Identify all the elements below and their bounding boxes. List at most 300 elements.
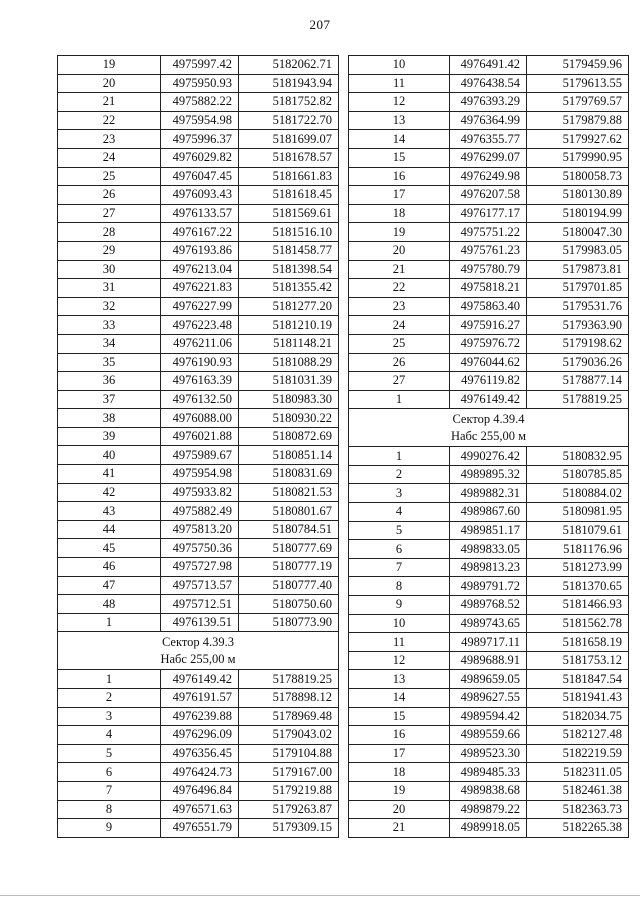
coordinates-table-right: [348, 55, 629, 838]
table-row: [58, 539, 339, 558]
point-number-cell: 14: [349, 689, 450, 708]
x-coordinate-cell: 4989895.32: [450, 465, 527, 484]
table-row: [349, 689, 629, 708]
table-row: [58, 74, 339, 93]
point-number-cell: 3: [349, 484, 450, 503]
x-coordinate-cell: 4975818.21: [450, 279, 527, 298]
table-row: [349, 744, 629, 763]
sector-title: Сектор 4.39.3: [161, 634, 235, 649]
y-coordinate-cell: 5178819.25: [239, 670, 339, 689]
x-coordinate-cell: 4975933.82: [161, 483, 239, 502]
x-coordinate-cell: 4976133.57: [161, 204, 239, 223]
x-coordinate-cell: 4975954.98: [161, 111, 239, 130]
x-coordinate-cell: 4976167.22: [161, 223, 239, 242]
y-coordinate-cell: 5182219.59: [527, 744, 629, 763]
point-number-cell: 7: [58, 781, 161, 800]
point-number-cell: 13: [349, 670, 450, 689]
table-row: [58, 223, 339, 242]
point-number-cell: 17: [349, 744, 450, 763]
point-number-cell: 13: [349, 111, 450, 130]
y-coordinate-cell: 5181941.43: [527, 689, 629, 708]
y-coordinate-cell: 5181847.54: [527, 670, 629, 689]
x-coordinate-cell: 4976029.82: [161, 148, 239, 167]
x-coordinate-cell: 4976149.42: [161, 670, 239, 689]
y-coordinate-cell: 5180777.40: [239, 576, 339, 595]
x-coordinate-cell: 4975780.79: [450, 260, 527, 279]
y-coordinate-cell: 5179219.88: [239, 781, 339, 800]
x-coordinate-cell: 4976438.54: [450, 74, 527, 93]
y-coordinate-cell: 5181618.45: [239, 186, 339, 205]
point-number-cell: 31: [58, 279, 161, 298]
table-row: [349, 540, 629, 559]
x-coordinate-cell: 4976047.45: [161, 167, 239, 186]
point-number-cell: 22: [58, 111, 161, 130]
y-coordinate-cell: 5181569.61: [239, 204, 339, 223]
y-coordinate-cell: 5180831.69: [239, 465, 339, 484]
y-coordinate-cell: 5179036.26: [527, 353, 629, 372]
x-coordinate-cell: 4989627.55: [450, 689, 527, 708]
point-number-cell: 2: [58, 689, 161, 708]
point-number-cell: 10: [349, 56, 450, 75]
point-number-cell: 21: [349, 260, 450, 279]
table-row: [58, 558, 339, 577]
y-coordinate-cell: 5182461.38: [527, 781, 629, 800]
y-coordinate-cell: 5179990.95: [527, 148, 629, 167]
y-coordinate-cell: 5179613.55: [527, 74, 629, 93]
point-number-cell: 33: [58, 316, 161, 335]
point-number-cell: 23: [349, 297, 450, 316]
x-coordinate-cell: 4975713.57: [161, 576, 239, 595]
point-number-cell: 39: [58, 427, 161, 446]
table-row: [349, 781, 629, 800]
point-number-cell: 26: [58, 186, 161, 205]
point-number-cell: 47: [58, 576, 161, 595]
table-row: [349, 819, 629, 838]
x-coordinate-cell: 4976356.45: [161, 744, 239, 763]
point-number-cell: 21: [58, 93, 161, 112]
point-number-cell: 1: [58, 670, 161, 689]
x-coordinate-cell: 4976177.17: [450, 204, 527, 223]
x-coordinate-cell: 4989559.66: [450, 726, 527, 745]
table-row: [349, 316, 629, 335]
point-number-cell: 7: [349, 558, 450, 577]
point-number-cell: 23: [58, 130, 161, 149]
y-coordinate-cell: 5179263.87: [239, 800, 339, 819]
table-row: [58, 260, 339, 279]
point-number-cell: 46: [58, 558, 161, 577]
x-coordinate-cell: 4989867.60: [450, 503, 527, 522]
point-number-cell: 16: [349, 167, 450, 186]
x-coordinate-cell: 4975751.22: [450, 223, 527, 242]
table-row: [58, 111, 339, 130]
point-number-cell: 34: [58, 334, 161, 353]
table-row: [58, 186, 339, 205]
x-coordinate-cell: 4976163.39: [161, 372, 239, 391]
table-row: [58, 297, 339, 316]
point-number-cell: 15: [349, 148, 450, 167]
table-row: [349, 596, 629, 615]
x-coordinate-cell: 4976424.73: [161, 763, 239, 782]
scan-edge-line: [0, 895, 640, 896]
table-row: [349, 503, 629, 522]
table-row: [58, 465, 339, 484]
y-coordinate-cell: 5180130.89: [527, 186, 629, 205]
point-number-cell: 22: [349, 279, 450, 298]
point-number-cell: 37: [58, 390, 161, 409]
y-coordinate-cell: 5179309.15: [239, 819, 339, 838]
y-coordinate-cell: 5181273.99: [527, 558, 629, 577]
point-number-cell: 1: [349, 390, 450, 409]
table-row: [349, 186, 629, 205]
y-coordinate-cell: 5181210.19: [239, 316, 339, 335]
y-coordinate-cell: 5181277.20: [239, 297, 339, 316]
y-coordinate-cell: 5179459.96: [527, 56, 629, 75]
table-row: [349, 93, 629, 112]
point-number-cell: 42: [58, 483, 161, 502]
y-coordinate-cell: 5178898.12: [239, 689, 339, 708]
table-row: [349, 558, 629, 577]
table-row: [58, 763, 339, 782]
x-coordinate-cell: 4976364.99: [450, 111, 527, 130]
table-row: [58, 93, 339, 112]
table-row: [349, 726, 629, 745]
x-coordinate-cell: 4976132.50: [161, 390, 239, 409]
y-coordinate-cell: 5181088.29: [239, 353, 339, 372]
point-number-cell: 41: [58, 465, 161, 484]
point-number-cell: 3: [58, 707, 161, 726]
y-coordinate-cell: 5180930.22: [239, 409, 339, 428]
point-number-cell: 10: [349, 614, 450, 633]
sector-header-row: [349, 409, 629, 447]
y-coordinate-cell: 5179927.62: [527, 130, 629, 149]
x-coordinate-cell: 4975950.93: [161, 74, 239, 93]
y-coordinate-cell: 5180058.73: [527, 167, 629, 186]
table-row: [58, 130, 339, 149]
x-coordinate-cell: 4976088.00: [161, 409, 239, 428]
x-coordinate-cell: 4976249.98: [450, 167, 527, 186]
coordinates-table-left: [57, 55, 339, 838]
table-row: [58, 613, 339, 632]
point-number-cell: 9: [58, 819, 161, 838]
table-row: [349, 670, 629, 689]
y-coordinate-cell: 5181678.57: [239, 148, 339, 167]
point-number-cell: 26: [349, 353, 450, 372]
point-number-cell: 43: [58, 502, 161, 521]
x-coordinate-cell: 4976193.86: [161, 241, 239, 260]
table-row: [349, 297, 629, 316]
x-coordinate-cell: 4975712.51: [161, 595, 239, 614]
y-coordinate-cell: 5180777.69: [239, 539, 339, 558]
point-number-cell: 25: [349, 334, 450, 353]
table-row: [349, 56, 629, 75]
table-row: [349, 465, 629, 484]
point-number-cell: 35: [58, 353, 161, 372]
y-coordinate-cell: 5180983.30: [239, 390, 339, 409]
table-row: [349, 260, 629, 279]
y-coordinate-cell: 5180884.02: [527, 484, 629, 503]
table-row: [58, 409, 339, 428]
point-number-cell: 18: [349, 204, 450, 223]
y-coordinate-cell: 5181516.10: [239, 223, 339, 242]
x-coordinate-cell: 4990276.42: [450, 447, 527, 466]
y-coordinate-cell: 5181079.61: [527, 521, 629, 540]
x-coordinate-cell: 4976296.09: [161, 726, 239, 745]
x-coordinate-cell: 4975750.36: [161, 539, 239, 558]
table-row: [58, 390, 339, 409]
table-row: [58, 204, 339, 223]
y-coordinate-cell: 5180750.60: [239, 595, 339, 614]
point-number-cell: 4: [58, 726, 161, 745]
x-coordinate-cell: 4976491.42: [450, 56, 527, 75]
point-number-cell: 30: [58, 260, 161, 279]
point-number-cell: 4: [349, 503, 450, 522]
table-row: [58, 148, 339, 167]
table-row: [349, 390, 629, 409]
y-coordinate-cell: 5180773.90: [239, 613, 339, 632]
y-coordinate-cell: 5180821.53: [239, 483, 339, 502]
table-row: [58, 670, 339, 689]
x-coordinate-cell: 4989594.42: [450, 707, 527, 726]
x-coordinate-cell: 4989882.31: [450, 484, 527, 503]
point-number-cell: 24: [58, 148, 161, 167]
x-coordinate-cell: 4976551.79: [161, 819, 239, 838]
point-number-cell: 27: [58, 204, 161, 223]
x-coordinate-cell: 4989743.65: [450, 614, 527, 633]
sector-height: Набс 255,00 м: [160, 651, 236, 666]
x-coordinate-cell: 4989838.68: [450, 781, 527, 800]
x-coordinate-cell: 4975761.23: [450, 241, 527, 260]
y-coordinate-cell: 5181943.94: [239, 74, 339, 93]
x-coordinate-cell: 4976044.62: [450, 353, 527, 372]
table-row: [349, 111, 629, 130]
point-number-cell: 1: [349, 447, 450, 466]
x-coordinate-cell: 4976149.42: [450, 390, 527, 409]
x-coordinate-cell: 4976207.58: [450, 186, 527, 205]
x-coordinate-cell: 4989918.05: [450, 819, 527, 838]
table-row: [349, 651, 629, 670]
x-coordinate-cell: 4989717.11: [450, 633, 527, 652]
y-coordinate-cell: 5181148.21: [239, 334, 339, 353]
table-row: [58, 483, 339, 502]
y-coordinate-cell: 5179983.05: [527, 241, 629, 260]
x-coordinate-cell: 4976221.83: [161, 279, 239, 298]
y-coordinate-cell: 5182265.38: [527, 819, 629, 838]
y-coordinate-cell: 5181752.82: [239, 93, 339, 112]
point-number-cell: 8: [349, 577, 450, 596]
x-coordinate-cell: 4976571.63: [161, 800, 239, 819]
point-number-cell: 20: [349, 800, 450, 819]
table-row: [58, 800, 339, 819]
table-row: [58, 427, 339, 446]
table-row: [58, 446, 339, 465]
point-number-cell: 21: [349, 819, 450, 838]
x-coordinate-cell: 4976119.82: [450, 372, 527, 391]
y-coordinate-cell: 5180872.69: [239, 427, 339, 446]
y-coordinate-cell: 5182127.48: [527, 726, 629, 745]
table-row: [58, 279, 339, 298]
x-coordinate-cell: 4976021.88: [161, 427, 239, 446]
x-coordinate-cell: 4975863.40: [450, 297, 527, 316]
point-number-cell: 48: [58, 595, 161, 614]
y-coordinate-cell: 5180785.85: [527, 465, 629, 484]
x-coordinate-cell: 4975989.67: [161, 446, 239, 465]
y-coordinate-cell: 5181370.65: [527, 577, 629, 596]
point-number-cell: 19: [58, 56, 161, 75]
x-coordinate-cell: 4989659.05: [450, 670, 527, 689]
point-number-cell: 28: [58, 223, 161, 242]
x-coordinate-cell: 4975976.72: [450, 334, 527, 353]
y-coordinate-cell: 5181398.54: [239, 260, 339, 279]
table-row: [349, 614, 629, 633]
x-coordinate-cell: 4976213.04: [161, 260, 239, 279]
x-coordinate-cell: 4989879.22: [450, 800, 527, 819]
point-number-cell: 19: [349, 781, 450, 800]
page-number: 207: [309, 17, 331, 32]
table-row: [58, 316, 339, 335]
point-number-cell: 19: [349, 223, 450, 242]
sector-header: [349, 409, 629, 447]
y-coordinate-cell: 5178877.14: [527, 372, 629, 391]
table-row: [349, 707, 629, 726]
x-coordinate-cell: 4989485.33: [450, 763, 527, 782]
point-number-cell: 32: [58, 297, 161, 316]
point-number-cell: 20: [58, 74, 161, 93]
table-row: [349, 148, 629, 167]
table-row: [58, 502, 339, 521]
y-coordinate-cell: 5179701.85: [527, 279, 629, 298]
y-coordinate-cell: 5181753.12: [527, 651, 629, 670]
x-coordinate-cell: 4975882.49: [161, 502, 239, 521]
y-coordinate-cell: 5181466.93: [527, 596, 629, 615]
y-coordinate-cell: 5179769.57: [527, 93, 629, 112]
y-coordinate-cell: 5179104.88: [239, 744, 339, 763]
table-row: [58, 781, 339, 800]
table-row: [349, 204, 629, 223]
table-row: [349, 521, 629, 540]
x-coordinate-cell: 4975882.22: [161, 93, 239, 112]
y-coordinate-cell: 5181562.78: [527, 614, 629, 633]
table-row: [58, 167, 339, 186]
x-coordinate-cell: 4975996.37: [161, 130, 239, 149]
point-number-cell: 5: [58, 744, 161, 763]
table-row: [58, 241, 339, 260]
sector-header-row: [58, 632, 339, 670]
point-number-cell: 12: [349, 93, 450, 112]
x-coordinate-cell: 4975916.27: [450, 316, 527, 335]
x-coordinate-cell: 4976496.84: [161, 781, 239, 800]
table-row: [349, 633, 629, 652]
table-row: [58, 56, 339, 75]
y-coordinate-cell: 5180194.99: [527, 204, 629, 223]
table-row: [58, 334, 339, 353]
table-row: [349, 800, 629, 819]
point-number-cell: 2: [349, 465, 450, 484]
point-number-cell: 27: [349, 372, 450, 391]
point-number-cell: 18: [349, 763, 450, 782]
x-coordinate-cell: 4975727.98: [161, 558, 239, 577]
point-number-cell: 44: [58, 520, 161, 539]
x-coordinate-cell: 4989768.52: [450, 596, 527, 615]
point-number-cell: 20: [349, 241, 450, 260]
point-number-cell: 15: [349, 707, 450, 726]
table-row: [349, 372, 629, 391]
sector-height: Набс 255,00 м: [450, 428, 527, 443]
x-coordinate-cell: 4989688.91: [450, 651, 527, 670]
y-coordinate-cell: 5182363.73: [527, 800, 629, 819]
table-row: [58, 819, 339, 838]
point-number-cell: 5: [349, 521, 450, 540]
y-coordinate-cell: 5179531.76: [527, 297, 629, 316]
table-row: [349, 484, 629, 503]
table-row: [349, 241, 629, 260]
table-row: [349, 447, 629, 466]
y-coordinate-cell: 5181176.96: [527, 540, 629, 559]
x-coordinate-cell: 4975813.20: [161, 520, 239, 539]
x-coordinate-cell: 4989813.23: [450, 558, 527, 577]
x-coordinate-cell: 4976211.06: [161, 334, 239, 353]
sector-header: [58, 632, 339, 670]
point-number-cell: 1: [58, 613, 161, 632]
point-number-cell: 17: [349, 186, 450, 205]
y-coordinate-cell: 5182062.71: [239, 56, 339, 75]
point-number-cell: 6: [58, 763, 161, 782]
y-coordinate-cell: 5180832.95: [527, 447, 629, 466]
point-number-cell: 38: [58, 409, 161, 428]
y-coordinate-cell: 5180851.14: [239, 446, 339, 465]
x-coordinate-cell: 4975997.42: [161, 56, 239, 75]
table-row: [349, 74, 629, 93]
table-row: [349, 167, 629, 186]
point-number-cell: 25: [58, 167, 161, 186]
y-coordinate-cell: 5181458.77: [239, 241, 339, 260]
y-coordinate-cell: 5181722.70: [239, 111, 339, 130]
y-coordinate-cell: 5179879.88: [527, 111, 629, 130]
x-coordinate-cell: 4976139.51: [161, 613, 239, 632]
table-row: [58, 576, 339, 595]
table-row: [349, 577, 629, 596]
table-row: [349, 763, 629, 782]
table-row: [58, 520, 339, 539]
x-coordinate-cell: 4989833.05: [450, 540, 527, 559]
x-coordinate-cell: 4989523.30: [450, 744, 527, 763]
x-coordinate-cell: 4976093.43: [161, 186, 239, 205]
point-number-cell: 24: [349, 316, 450, 335]
point-number-cell: 16: [349, 726, 450, 745]
y-coordinate-cell: 5179873.81: [527, 260, 629, 279]
y-coordinate-cell: 5181031.39: [239, 372, 339, 391]
table-row: [58, 689, 339, 708]
point-number-cell: 9: [349, 596, 450, 615]
table-row: [349, 130, 629, 149]
table-row: [349, 279, 629, 298]
y-coordinate-cell: 5179167.00: [239, 763, 339, 782]
y-coordinate-cell: 5180777.19: [239, 558, 339, 577]
table-row: [349, 334, 629, 353]
x-coordinate-cell: 4976299.07: [450, 148, 527, 167]
y-coordinate-cell: 5178819.25: [527, 390, 629, 409]
y-coordinate-cell: 5180981.95: [527, 503, 629, 522]
y-coordinate-cell: 5180801.67: [239, 502, 339, 521]
point-number-cell: 8: [58, 800, 161, 819]
table-row: [349, 353, 629, 372]
x-coordinate-cell: 4975954.98: [161, 465, 239, 484]
y-coordinate-cell: 5181658.19: [527, 633, 629, 652]
y-coordinate-cell: 5182311.05: [527, 763, 629, 782]
x-coordinate-cell: 4976223.48: [161, 316, 239, 335]
x-coordinate-cell: 4976190.93: [161, 353, 239, 372]
y-coordinate-cell: 5181699.07: [239, 130, 339, 149]
table-row: [58, 744, 339, 763]
